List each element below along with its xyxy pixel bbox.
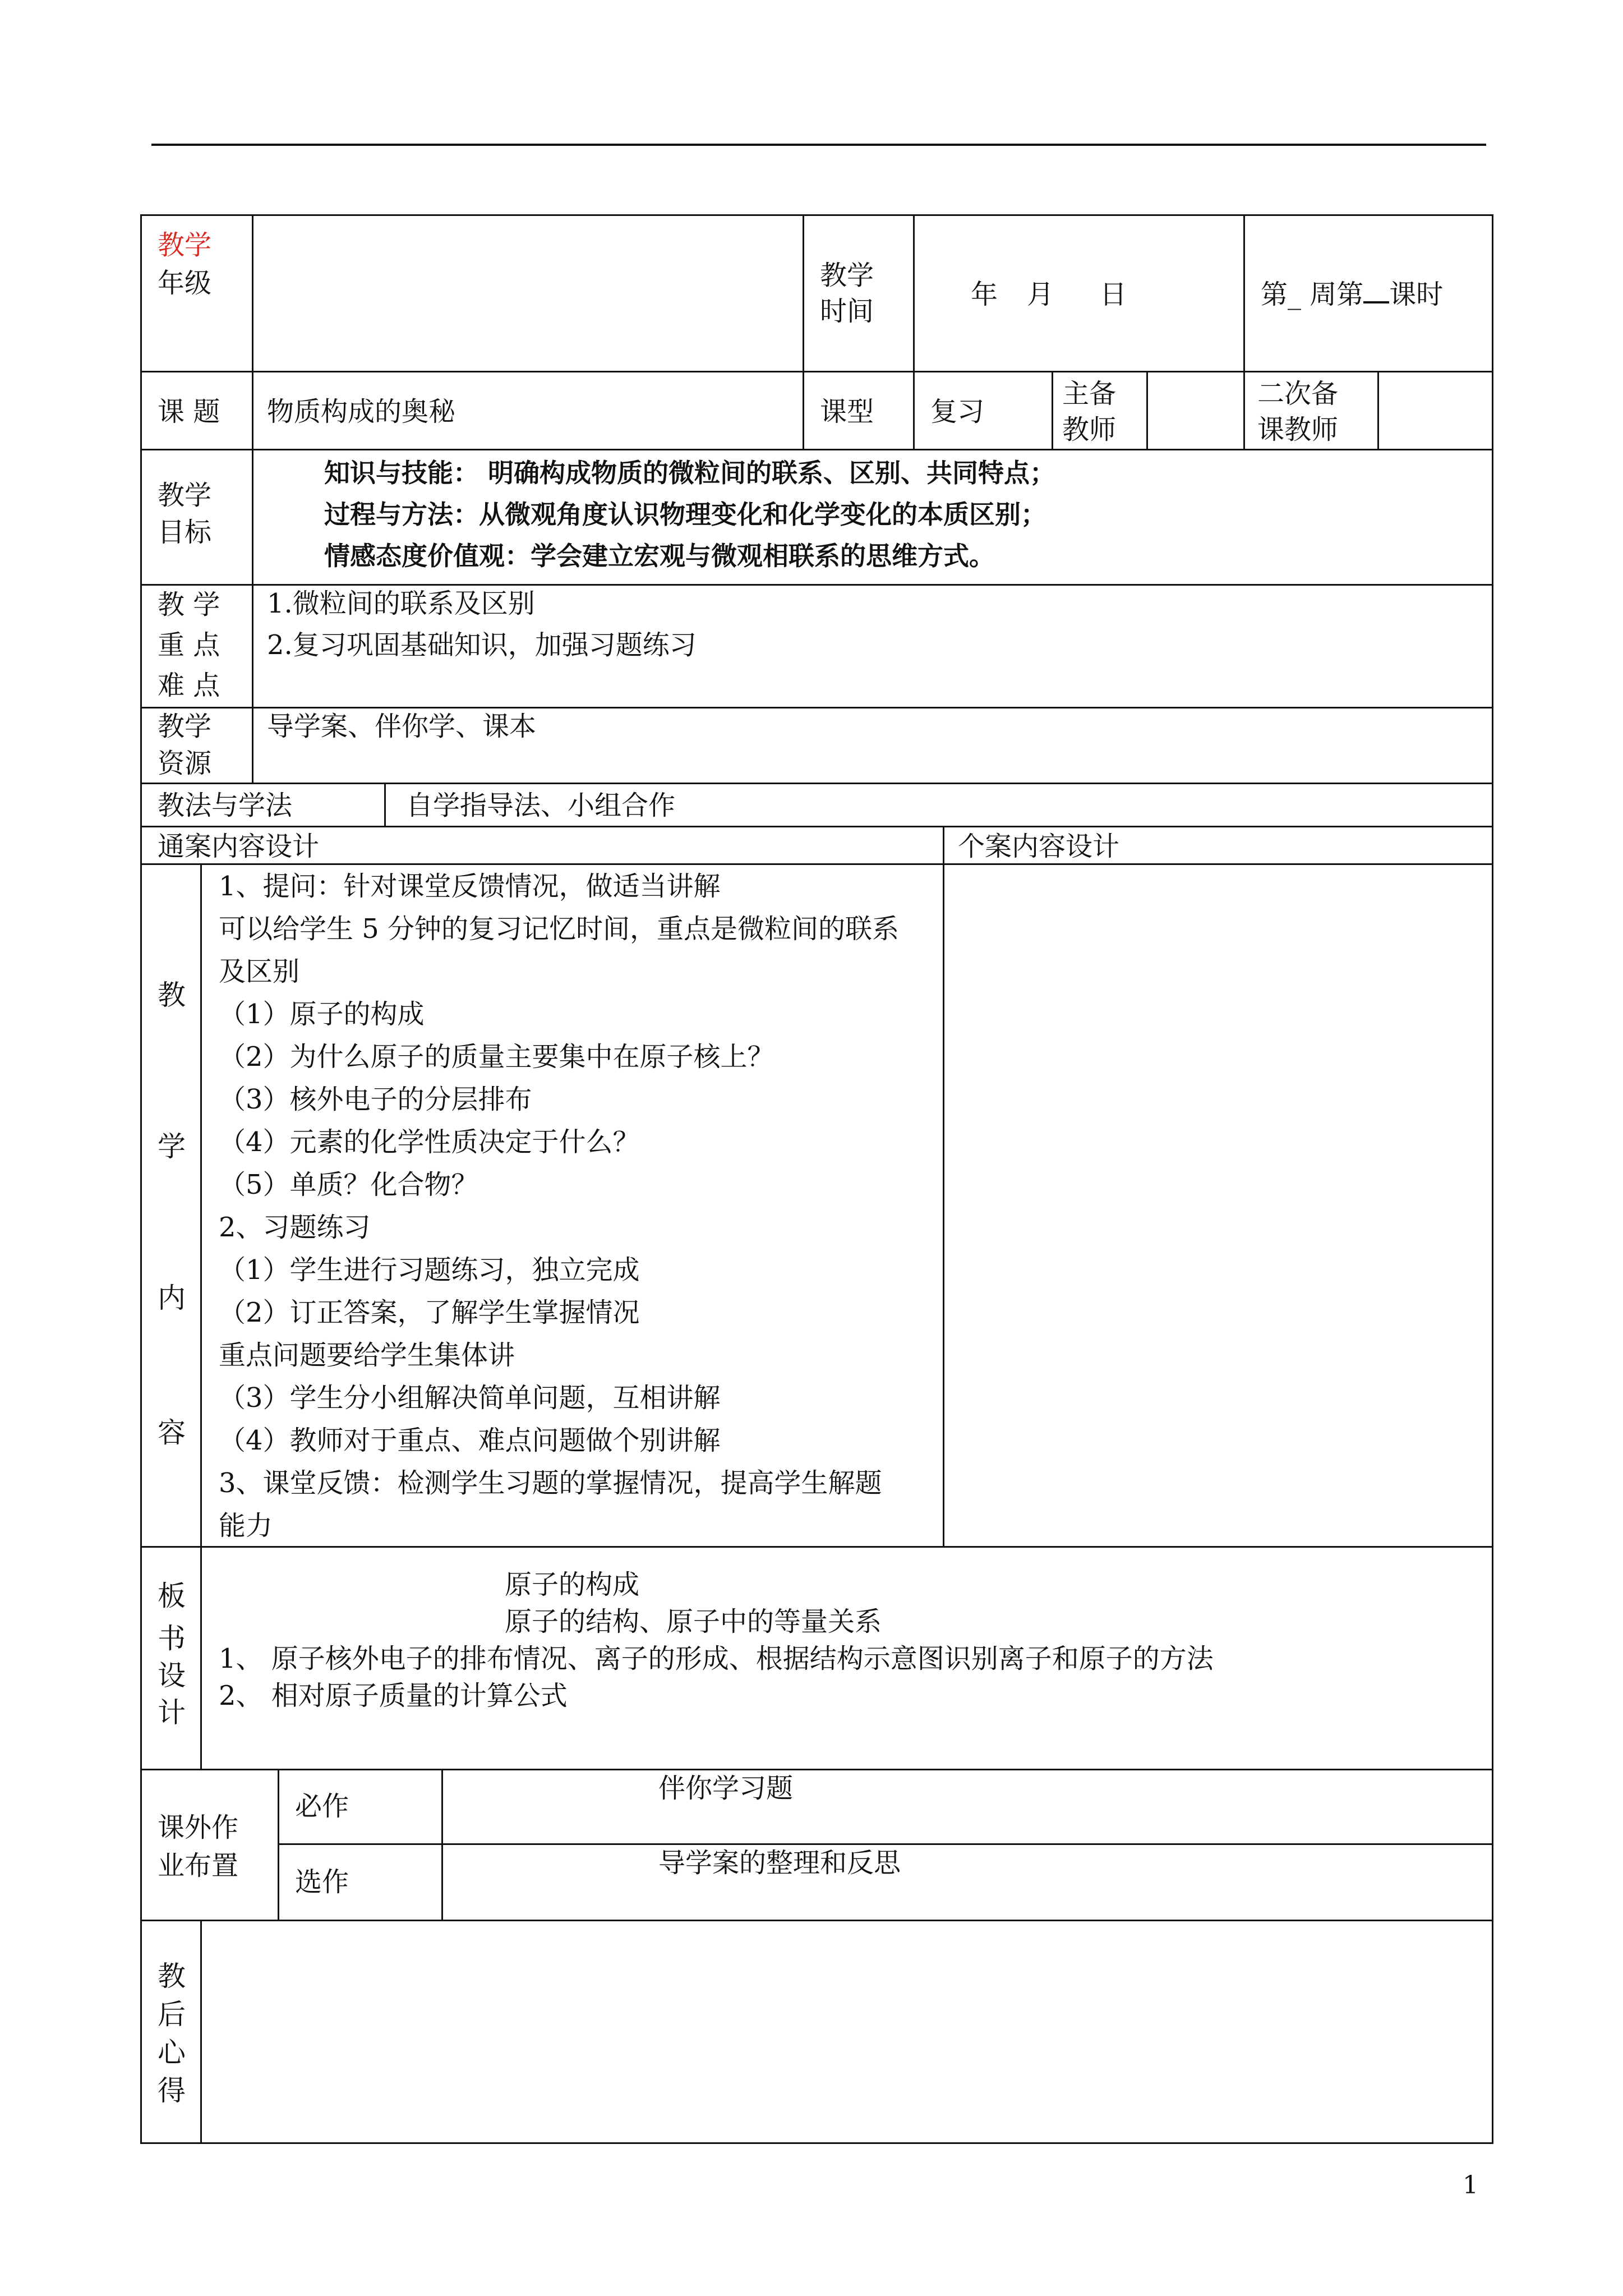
content-line: 1、提问：针对课堂反馈情况，做适当讲解 <box>219 871 721 902</box>
topic-value-cell <box>252 371 804 450</box>
optional-label-cell <box>278 1843 443 1921</box>
common-design-header: 通案内容设计 <box>158 831 320 862</box>
keypoints-label-2: 重 点 <box>158 629 220 661</box>
homework-label-bottom: 业布置 <box>158 1850 239 1881</box>
main-teacher-label-bottom: 教师 <box>1062 414 1117 445</box>
content-line: 3、课堂反馈：检测学生习题的掌握情况，提高学生解题 <box>219 1467 882 1499</box>
board-title-2: 原子的结构、原子中的等量关系 <box>505 1606 882 1637</box>
reflection-side-label-4: 得 <box>158 2074 186 2107</box>
board-item-1: 1、 原子核外电子的排布情况、离子的形成、根据结构示意图识别离子和原子的方法 <box>219 1643 1214 1674</box>
grade-label-bottom: 年级 <box>158 268 212 299</box>
resources-value-cell <box>252 707 1493 784</box>
goals-label-bottom: 目标 <box>158 517 212 548</box>
content-side-label-cell <box>140 863 202 1548</box>
type-value: 复习 <box>930 396 985 427</box>
board-item-2: 2、 相对原子质量的计算公式 <box>219 1680 568 1711</box>
reflection-side-label-1: 教 <box>158 1960 186 1993</box>
reflection-side-label-3: 心 <box>158 2036 186 2069</box>
second-teacher-label-cell <box>1243 371 1379 450</box>
content-side-label-3: 内 <box>158 1282 186 1314</box>
keypoints-label-cell <box>140 584 253 708</box>
topic-label: 课 题 <box>158 396 220 427</box>
content-side-label-2: 学 <box>158 1130 186 1163</box>
header-rule <box>151 144 1486 146</box>
page-number: 1 <box>1463 2171 1478 2200</box>
methods-value: 自学指导法、小组合作 <box>406 790 676 821</box>
resources-value: 导学案、伴你学、课本 <box>267 711 537 742</box>
reflection-side-label-2: 后 <box>158 1998 186 2031</box>
keypoints-label-3: 难 点 <box>158 670 220 701</box>
homework-label-top: 课外作 <box>158 1812 239 1843</box>
board-content-cell <box>200 1546 1493 1770</box>
main-teacher-label-top: 主备 <box>1062 378 1117 409</box>
content-side-label-4: 容 <box>158 1416 186 1449</box>
week-prefix: 第_ 周第 <box>1261 279 1364 310</box>
methods-value-cell <box>384 783 1493 827</box>
homework-label-cell <box>140 1769 279 1921</box>
content-line: （3）学生分小组解决简单问题，互相讲解 <box>219 1382 721 1414</box>
board-side-label-3: 设 <box>158 1659 186 1692</box>
optional-label: 选作 <box>295 1866 349 1898</box>
time-label-cell <box>803 214 915 372</box>
content-line: （4）教师对于重点、难点问题做个别讲解 <box>219 1425 721 1456</box>
content-line: 及区别 <box>219 956 300 987</box>
grade-label-top: 教学 <box>158 229 212 261</box>
required-label: 必作 <box>295 1791 349 1822</box>
lesson-number-blank[interactable] <box>1363 279 1389 303</box>
goals-label-top: 教学 <box>158 480 212 511</box>
grade-value-cell[interactable] <box>252 214 804 372</box>
board-title-1: 原子的构成 <box>505 1569 640 1600</box>
week-suffix: 课时 <box>1389 279 1444 310</box>
required-label-cell <box>278 1769 443 1845</box>
content-line: （2）为什么原子的质量主要集中在原子核上？ <box>219 1041 774 1073</box>
goal-knowledge: 知识与技能： 明确构成物质的微粒间的联系、区别、共同特点； <box>324 458 1056 488</box>
content-line: （5）单质？化合物？ <box>219 1169 478 1200</box>
topic-label-cell <box>140 371 253 450</box>
resources-label-top: 教学 <box>158 711 212 742</box>
content-line: 2、习题练习 <box>219 1212 371 1243</box>
content-line: （3）核外电子的分层排布 <box>219 1084 532 1115</box>
type-value-cell <box>913 371 1053 450</box>
board-side-label-2: 书 <box>158 1622 186 1655</box>
board-side-label-4: 计 <box>158 1696 186 1729</box>
type-label: 课型 <box>820 396 874 427</box>
content-line: （2）订正答案，了解学生掌握情况 <box>219 1297 640 1328</box>
content-line: 能力 <box>219 1510 273 1542</box>
resources-label-bottom: 资源 <box>158 748 212 779</box>
main-teacher-value-cell[interactable] <box>1146 371 1245 450</box>
date-day: 日 <box>1100 279 1127 310</box>
keypoints-label-1: 教 学 <box>158 589 220 620</box>
reflection-value-cell[interactable] <box>200 1920 1493 2144</box>
keypoint-2: 2.复习巩固基础知识，加强习题练习 <box>267 629 697 661</box>
main-teacher-label-cell <box>1052 371 1148 450</box>
methods-label: 教法与学法 <box>158 790 293 821</box>
goal-process: 过程与方法：从微观角度认识物理变化和化学变化的本质区别； <box>324 499 1046 530</box>
week-text <box>1261 277 1443 312</box>
goals-value-cell <box>252 449 1493 586</box>
reflection-side-label-cell <box>140 1920 202 2144</box>
second-teacher-label-top: 二次备 <box>1257 378 1339 409</box>
content-line: （4）元素的化学性质决定于什么？ <box>219 1126 640 1158</box>
required-value-cell <box>441 1769 1493 1845</box>
goals-label-cell <box>140 449 253 586</box>
optional-value-cell <box>441 1843 1493 1921</box>
time-label-bottom: 时间 <box>820 296 874 327</box>
week-cell[interactable] <box>1243 214 1493 372</box>
content-line: （1）原子的构成 <box>219 999 425 1030</box>
goal-attitude: 情感态度价值观：学会建立宏观与微观相联系的思维方式。 <box>324 541 995 571</box>
grade-label-cell <box>140 214 253 372</box>
content-line: 可以给学生 5 分钟的复习记忆时间，重点是微粒间的联系 <box>219 913 900 945</box>
board-side-label-1: 板 <box>158 1580 186 1612</box>
optional-value: 导学案的整理和反思 <box>658 1847 901 1879</box>
resources-label-cell <box>140 707 253 784</box>
keypoints-value-cell <box>252 584 1493 708</box>
methods-label-cell <box>140 783 386 827</box>
content-line: 重点问题要给学生集体讲 <box>219 1340 515 1371</box>
content-individual-cell[interactable] <box>943 863 1493 1548</box>
date-month: 月 <box>1027 279 1054 310</box>
common-design-header-cell <box>140 826 944 865</box>
time-label-top: 教学 <box>820 260 874 291</box>
required-value: 伴你学习题 <box>658 1773 794 1804</box>
date-cell[interactable] <box>913 214 1245 372</box>
second-teacher-value-cell[interactable] <box>1377 371 1493 450</box>
board-side-label-cell <box>140 1546 202 1770</box>
content-common-cell <box>200 863 944 1548</box>
individual-design-header: 个案内容设计 <box>958 831 1120 862</box>
second-teacher-label-bottom: 课教师 <box>1257 414 1339 445</box>
individual-design-header-cell <box>943 826 1493 865</box>
keypoint-1: 1.微粒间的联系及区别 <box>267 588 535 619</box>
content-line: （1）学生进行习题练习，独立完成 <box>219 1254 640 1286</box>
date-year: 年 <box>971 279 998 310</box>
content-side-label-1: 教 <box>158 979 186 1011</box>
type-label-cell <box>803 371 915 450</box>
topic-value: 物质构成的奥秘 <box>267 396 456 427</box>
